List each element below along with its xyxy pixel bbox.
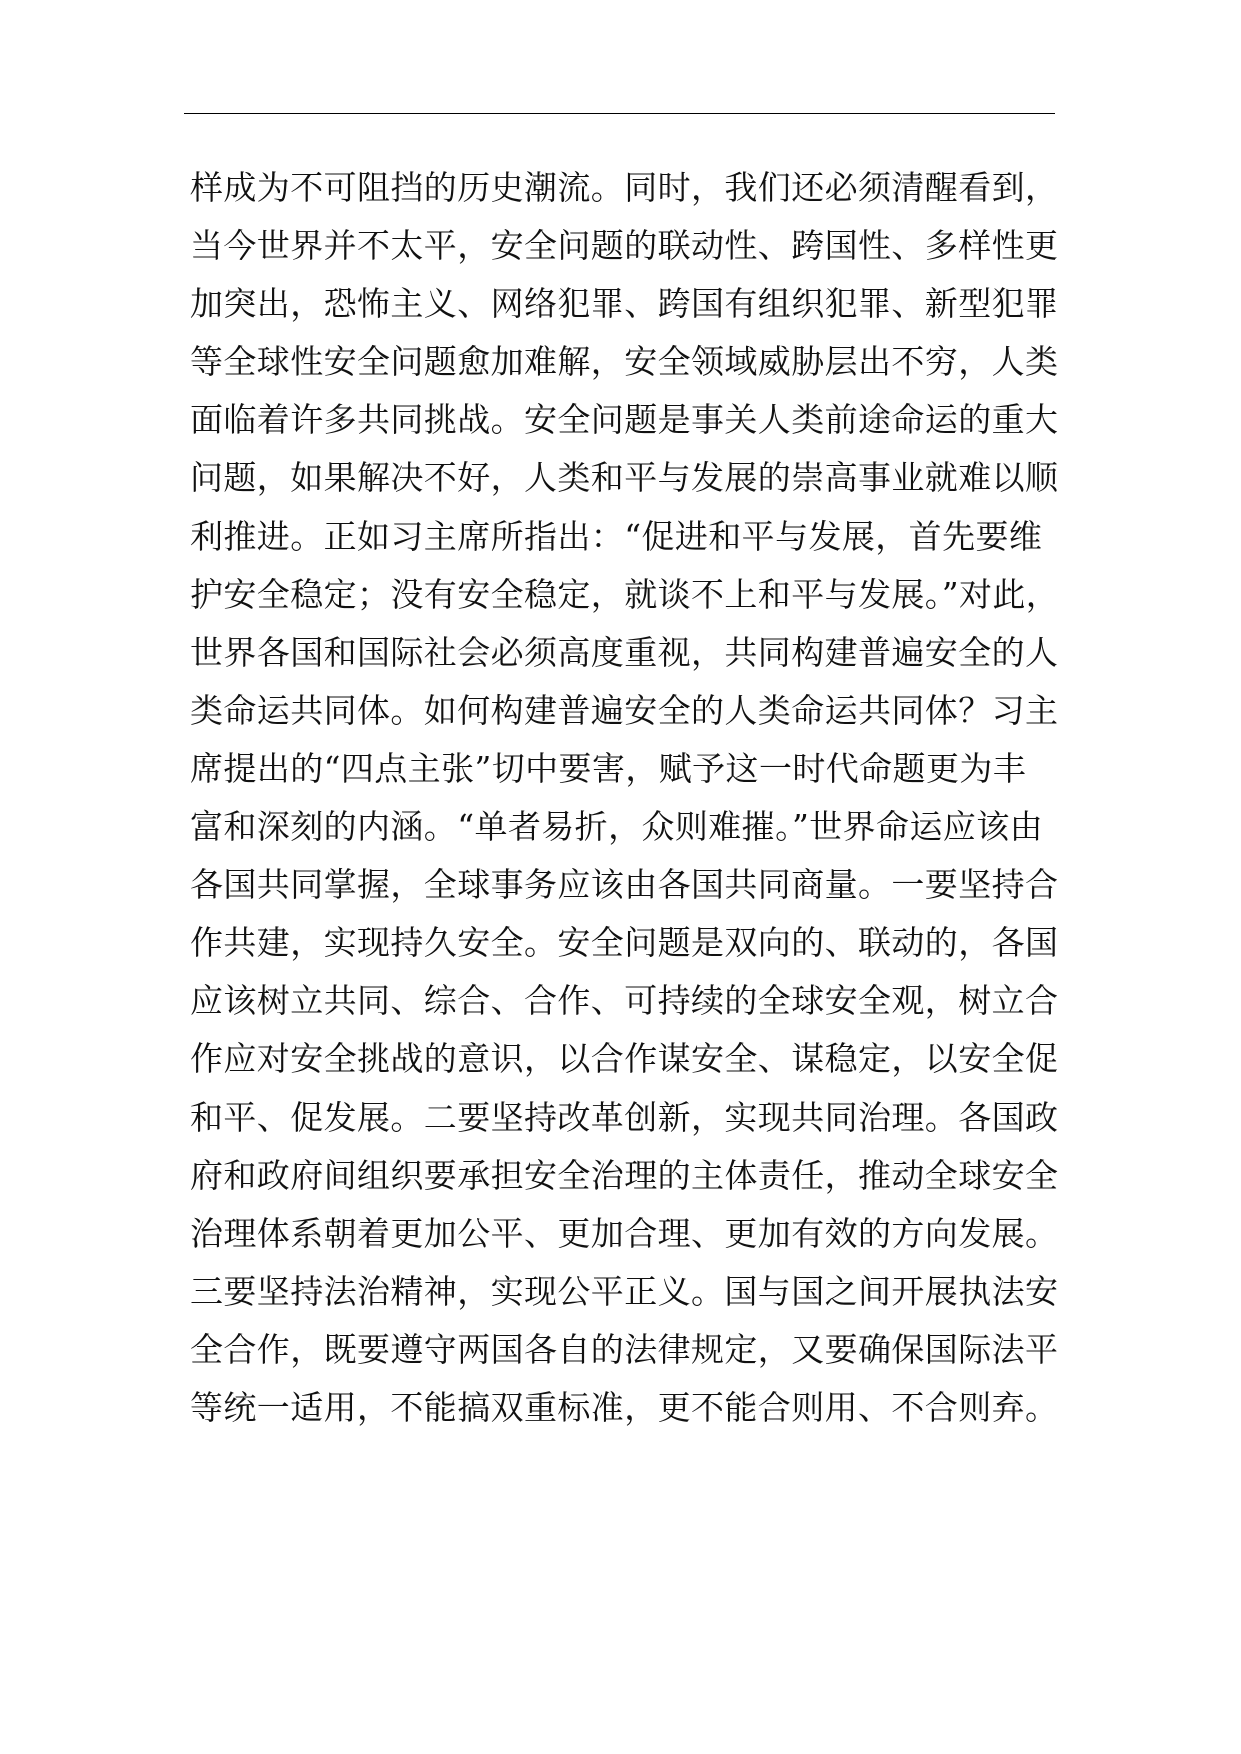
text-line: 类命运共同体。如何构建普遍安全的人类命运共同体？习主: [190, 690, 1059, 730]
text-line: 护安全稳定；没有安全稳定，就谈不上和平与发展。”对此，: [190, 574, 1060, 614]
text-line: 富和深刻的内涵。“单者易折，众则难摧。”世界命运应该由: [190, 807, 1044, 847]
text-line: 样成为不可阻挡的历史潮流。同时，我们还必须清醒看到，: [190, 168, 1059, 207]
text-line: 等全球性安全问题愈加难解，安全领域威胁层出不穷，人类: [190, 342, 1059, 382]
text-line: 府和政府间组织要承担安全治理的主体责任，推动全球安全: [190, 1155, 1059, 1195]
body-paragraph: [190, 159, 1060, 1437]
text-line: 面临着许多共同挑战。安全问题是事关人类前途命运的重大: [190, 400, 1059, 440]
text-line: 治理体系朝着更加公平、更加合理、更加有效的方向发展。: [190, 1213, 1059, 1253]
text-line: 加突出，恐怖主义、网络犯罪、跨国有组织犯罪、新型犯罪: [190, 284, 1059, 324]
text-line: 世界各国和国际社会必须高度重视，共同构建普遍安全的人: [190, 632, 1059, 672]
text-line: 席提出的“四点主张”切中要害，赋予这一时代命题更为丰: [190, 748, 1027, 788]
header-rule: [184, 113, 1055, 114]
text-line: 全合作，既要遵守两国各自的法律规定，又要确保国际法平: [190, 1329, 1059, 1369]
text-line: 当今世界并不太平，安全问题的联动性、跨国性、多样性更: [190, 226, 1059, 266]
text-line: 应该树立共同、综合、合作、可持续的全球安全观，树立合: [190, 981, 1059, 1021]
text-line: 和平、促发展。二要坚持改革创新，实现共同治理。各国政: [190, 1097, 1059, 1137]
text-line: 利推进。正如习主席所指出：“促进和平与发展，首先要维: [190, 516, 1043, 556]
text-line: 作应对安全挑战的意识，以合作谋安全、谋稳定，以安全促: [190, 1039, 1059, 1079]
text-line: 三要坚持法治精神，实现公平正义。国与国之间开展执法安: [190, 1271, 1059, 1311]
text-line: 问题，如果解决不好，人类和平与发展的崇高事业就难以顺: [190, 458, 1059, 498]
text-line: 等统一适用，不能搞双重标准，更不能合则用、不合则弃。: [190, 1387, 1059, 1427]
text-line: 作共建，实现持久安全。安全问题是双向的、联动的，各国: [190, 923, 1059, 963]
text-line: 各国共同掌握，全球事务应该由各国共同商量。一要坚持合: [190, 865, 1059, 905]
